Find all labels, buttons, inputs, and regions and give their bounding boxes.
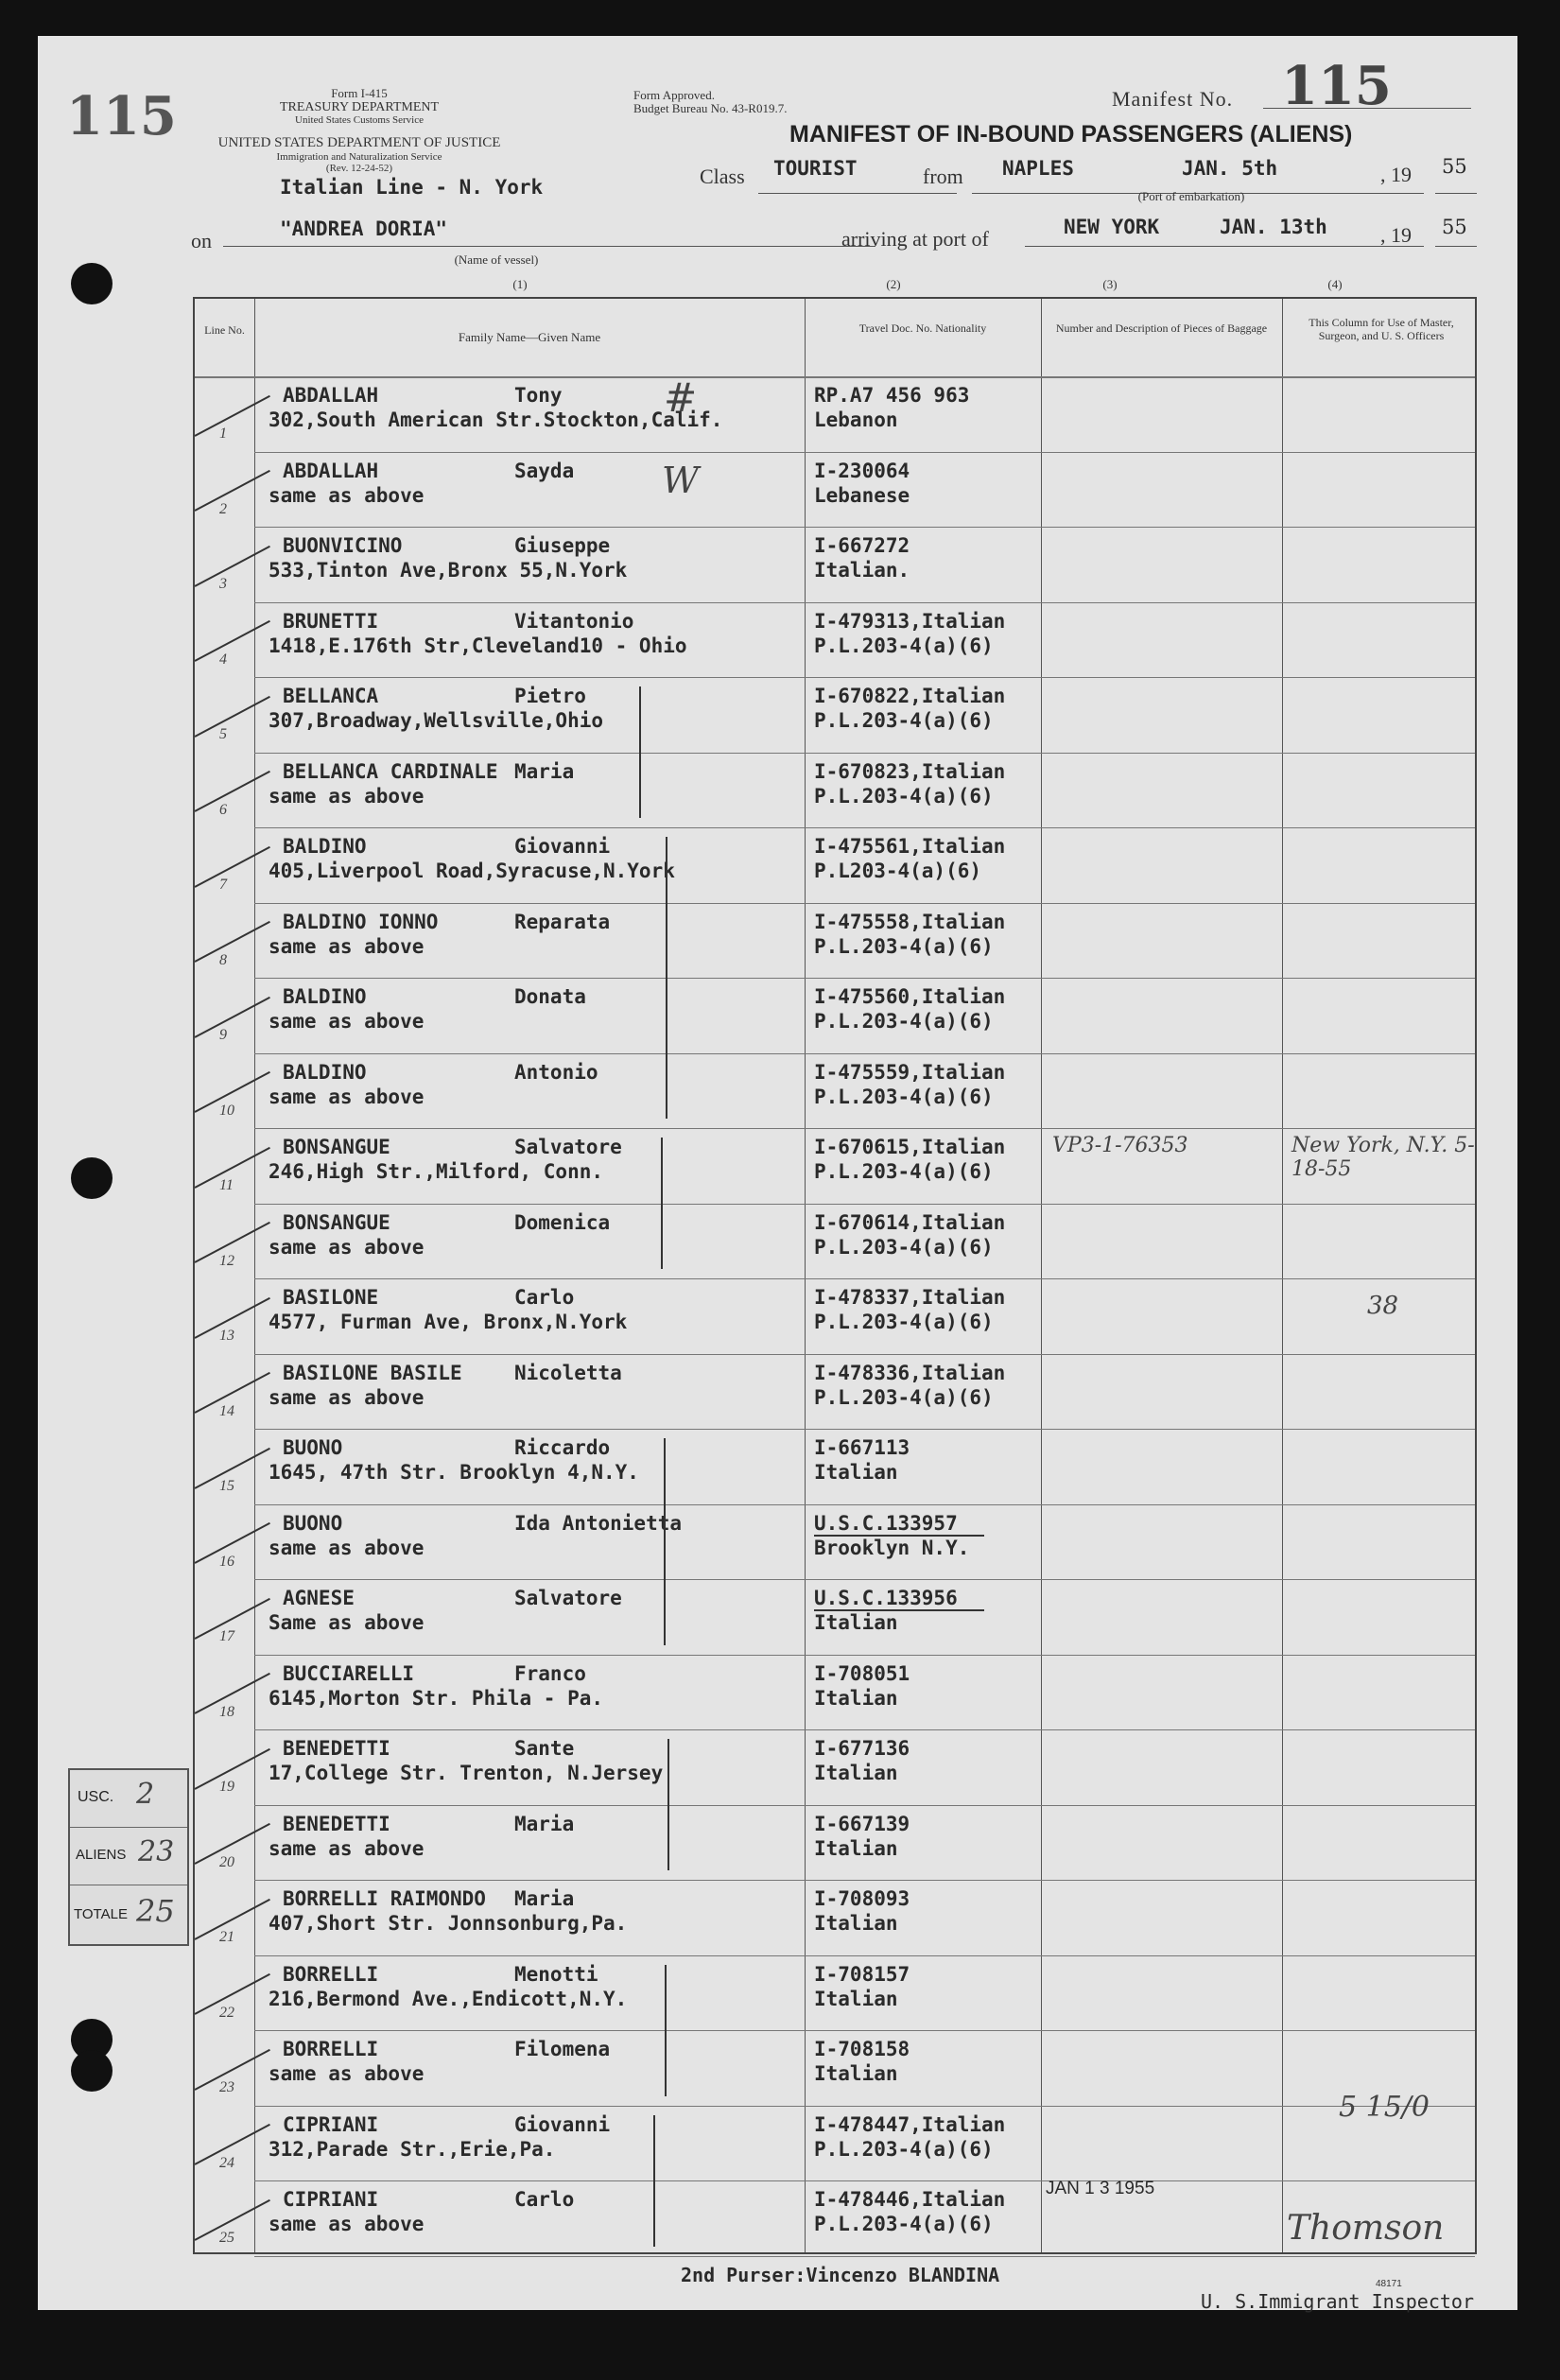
table-row — [195, 2030, 1475, 2106]
family-name: BENEDETTI — [283, 1812, 390, 1835]
given-name: Giovanni — [514, 2112, 611, 2136]
nationality: P.L.203-4(a)(6) — [814, 1385, 994, 1409]
check-mark — [195, 845, 270, 887]
nationality: P.L.203-4(a)(6) — [814, 634, 994, 657]
table-row — [195, 1880, 1475, 1955]
line-number: 7 — [219, 877, 227, 893]
line-number: 4 — [219, 651, 227, 668]
tally-aliens: ALIENS 23 — [70, 1828, 187, 1885]
table-row — [195, 1354, 1475, 1430]
address: same as above — [269, 483, 425, 507]
col-header-baggage: Number and Description of Pieces of Baggage — [1055, 321, 1268, 335]
nationality: P.L.203-4(a)(6) — [814, 1311, 994, 1333]
port-embark-caption: (Port of embarkation) — [1137, 189, 1245, 203]
table-row — [195, 1429, 1475, 1504]
tally-total: TOTALE 25 — [74, 1893, 175, 1929]
nationality: Italian — [814, 1762, 898, 1784]
nationality: Italian. — [814, 559, 910, 582]
line-number: 23 — [219, 2079, 234, 2095]
travel-doc-no: I-475561,Italian — [814, 835, 1006, 858]
family-name: BALDINO — [283, 835, 367, 858]
given-name: Ida Antonietta — [514, 1511, 683, 1535]
address: same as above — [269, 1085, 425, 1108]
address: 6145,Morton Str. Phila - Pa. — [269, 1686, 604, 1710]
table-row — [195, 376, 1475, 452]
table-row — [195, 1955, 1475, 2031]
family-name: BUONO — [283, 1511, 343, 1535]
depart-date: JAN. 5th — [1182, 157, 1278, 180]
nationality: Italian — [814, 1611, 898, 1634]
travel-doc-no: I-479313,Italian — [814, 609, 1006, 633]
line-number: 16 — [219, 1553, 234, 1570]
hand-mark: W — [662, 460, 700, 501]
address: 407,Short Str. Jonnsonburg,Pa. — [269, 1912, 628, 1935]
line-number: 19 — [219, 1779, 234, 1795]
travel-doc-no: I-475559,Italian — [814, 1060, 1006, 1084]
officer-note: 5 15/0 — [1339, 2090, 1430, 2124]
col-num-4: (4) — [1327, 277, 1343, 291]
given-name: Salvatore — [514, 1136, 622, 1158]
address: same as above — [269, 1385, 425, 1409]
ins-service: Immigration and Naturalization Service — [276, 151, 442, 163]
address: same as above — [269, 1010, 425, 1033]
vessel-name: "ANDREA DORIA" — [280, 217, 448, 240]
from-label: from — [923, 165, 963, 188]
travel-doc-no: I-667113 — [814, 1436, 910, 1459]
family-name: BUONO — [283, 1436, 343, 1459]
table-row — [195, 2180, 1475, 2256]
family-name: BALDINO — [283, 1060, 367, 1084]
depart-year: 55 — [1442, 155, 1467, 178]
arrival-year: 55 — [1442, 216, 1467, 238]
given-name: Donata — [514, 985, 586, 1008]
travel-doc-no: I-475558,Italian — [814, 910, 1006, 933]
class-label: Class — [700, 165, 745, 188]
address: 216,Bermond Ave.,Endicott,N.Y. — [269, 1987, 628, 2010]
line-number: 22 — [219, 2004, 234, 2021]
line-number: 8 — [219, 951, 227, 968]
given-name: Reparata — [514, 910, 611, 933]
travel-doc-no: I-670823,Italian — [814, 759, 1006, 783]
nationality: P.L203-4(a)(6) — [814, 860, 982, 882]
line-number: 21 — [219, 1929, 234, 1945]
travel-doc-no: I-670822,Italian — [814, 685, 1006, 707]
table-row — [195, 827, 1475, 903]
group-bracket — [653, 2115, 655, 2247]
address: 17,College Str. Trenton, N.Jersey — [269, 1762, 664, 1784]
table-row — [195, 753, 1475, 828]
travel-doc-no: I-478446,Italian — [814, 2188, 1006, 2211]
given-name: Filomena — [514, 2038, 611, 2060]
customs-service: United States Customs Service — [295, 114, 424, 126]
line-number: 6 — [219, 801, 227, 818]
officer-note: 38 — [1367, 1292, 1399, 1320]
form-approved: Form Approved. — [633, 88, 715, 102]
footer-code: 48171 — [1376, 2279, 1402, 2289]
family-name: BONSANGUE — [283, 1136, 390, 1158]
family-name: ABDALLAH — [283, 459, 379, 482]
treasury-dept: TREASURY DEPARTMENT — [279, 100, 440, 114]
table-row — [195, 1128, 1475, 1204]
table-row — [195, 1579, 1475, 1655]
travel-doc-no: I-677136 — [814, 1737, 910, 1760]
family-name: BASILONE BASILE — [283, 1361, 462, 1384]
given-name: Sante — [514, 1737, 575, 1760]
table-row — [195, 1655, 1475, 1730]
address: same as above — [269, 1235, 425, 1259]
travel-doc-no: I-708051 — [814, 1661, 910, 1685]
revision: (Rev. 12-24-52) — [325, 163, 393, 174]
line-number: 13 — [219, 1328, 234, 1344]
given-name: Menotti — [514, 1962, 598, 1986]
given-name: Maria — [514, 1812, 575, 1835]
table-row — [195, 527, 1475, 602]
family-name: ABDALLAH — [283, 384, 379, 407]
given-name: Franco — [514, 1661, 586, 1685]
check-mark — [195, 394, 270, 436]
family-name: BUCCIARELLI — [283, 1661, 415, 1685]
line-number: 1 — [219, 426, 227, 442]
family-name: BORRELLI RAIMONDO — [283, 1887, 486, 1910]
address: same as above — [269, 1536, 425, 1559]
table-row — [195, 602, 1475, 678]
address: 405,Liverpool Road,Syracuse,N.York — [269, 860, 675, 882]
punch-hole — [71, 2050, 113, 2092]
officer-note: New York, N.Y. 5-18-55 — [1291, 1134, 1475, 1181]
line-number: 24 — [219, 2154, 234, 2171]
page-number: 115 — [66, 85, 177, 148]
form-number: Form I-415 — [331, 86, 388, 100]
given-name: Maria — [514, 1887, 575, 1910]
family-name: BALDINO — [283, 985, 367, 1008]
nationality: Lebanese — [814, 483, 910, 507]
travel-doc-no: I-475560,Italian — [814, 985, 1006, 1008]
address: 4577, Furman Ave, Bronx,N.York — [269, 1311, 628, 1333]
travel-doc-no: I-667139 — [814, 1812, 910, 1835]
nationality: P.L.203-4(a)(6) — [814, 934, 994, 958]
check-mark — [195, 695, 270, 737]
passenger-table — [193, 297, 1477, 2254]
baggage-note: VP3-1-76353 — [1052, 1134, 1188, 1157]
line-number: 3 — [219, 576, 227, 592]
family-name: CIPRIANI — [283, 2112, 379, 2136]
check-mark — [195, 470, 270, 512]
address: same as above — [269, 1836, 425, 1860]
nationality: Brooklyn N.Y. — [814, 1536, 970, 1559]
address: same as above — [269, 934, 425, 958]
address: 1418,E.176th Str,Cleveland10 - Ohio — [269, 634, 687, 657]
group-bracket — [666, 837, 667, 1119]
arrival-port: NEW YORK — [1064, 216, 1160, 238]
tally-box — [68, 1768, 189, 1946]
nationality: P.L.203-4(a)(6) — [814, 709, 994, 732]
col-num-2: (2) — [886, 277, 901, 291]
nationality: Italian — [814, 1461, 898, 1484]
line-number: 14 — [219, 1402, 234, 1419]
address: 302,South American Str.Stockton,Calif. — [269, 408, 723, 431]
line-number: 2 — [219, 500, 227, 517]
table-row — [195, 903, 1475, 979]
family-name: CIPRIANI — [283, 2188, 379, 2211]
family-name: BUONVICINO — [283, 534, 403, 557]
doc-underline — [814, 1535, 984, 1537]
manifest-page — [38, 36, 1517, 2313]
address: 307,Broadway,Wellsville,Ohio — [269, 709, 604, 732]
group-bracket — [664, 1438, 666, 1645]
travel-doc-no: U.S.C.133956 — [814, 1587, 958, 1609]
nationality: Italian — [814, 1686, 898, 1710]
travel-doc-no: I-708157 — [814, 1962, 910, 1986]
punch-hole — [71, 1157, 113, 1199]
group-bracket — [639, 686, 641, 818]
col-header-officers: This Column for Use of Master, Surgeon, and U. S. Officers — [1309, 316, 1454, 342]
manifest-title: MANIFEST OF IN-BOUND PASSENGERS (ALIENS) — [789, 121, 1353, 148]
table-row — [195, 452, 1475, 528]
line-number: 15 — [219, 1478, 234, 1494]
officer-note: Thomson — [1287, 2209, 1445, 2248]
arrival-year-prefix: , 19 — [1380, 223, 1412, 247]
travel-doc-no: I-478336,Italian — [814, 1361, 1006, 1384]
address: 533,Tinton Ave,Bronx 55,N.York — [269, 559, 628, 582]
hand-mark: # — [664, 374, 698, 421]
line-number: 10 — [219, 1102, 234, 1119]
travel-doc-no: I-670615,Italian — [814, 1136, 1006, 1158]
nationality: Italian — [814, 1912, 898, 1935]
inspector: U. S.Immigrant Inspector — [1201, 2290, 1474, 2313]
family-name: BORRELLI — [283, 1962, 379, 1986]
line-number: 18 — [219, 1703, 234, 1720]
given-name: Antonio — [514, 1060, 598, 1084]
given-name: Tony — [514, 384, 563, 407]
table-row — [195, 1204, 1475, 1279]
table-row — [195, 1504, 1475, 1580]
col-header-line-no: Line No. — [204, 323, 245, 337]
address: same as above — [269, 2213, 425, 2235]
row-divider — [254, 2256, 1475, 2257]
line-number: 12 — [219, 1252, 234, 1269]
punch-hole — [71, 263, 113, 304]
family-name: AGNESE — [283, 1587, 355, 1609]
manifest-no: 115 — [1281, 55, 1392, 117]
given-name: Carlo — [514, 1286, 575, 1309]
budget-bureau: Budget Bureau No. 43-R019.7. — [633, 101, 788, 115]
embark-port: NAPLES — [1002, 157, 1074, 180]
nationality: Italian — [814, 1836, 898, 1860]
address: 246,High Str.,Milford, Conn. — [269, 1160, 604, 1183]
given-name: Giuseppe — [514, 534, 611, 557]
nationality: P.L.203-4(a)(6) — [814, 1235, 994, 1259]
given-name: Pietro — [514, 685, 586, 707]
address: Same as above — [269, 1611, 425, 1634]
travel-doc-no: RP.A7 456 963 — [814, 384, 970, 407]
address: same as above — [269, 784, 425, 808]
table-row — [195, 978, 1475, 1053]
nationality: P.L.203-4(a)(6) — [814, 1010, 994, 1033]
check-mark — [195, 996, 270, 1037]
purser: 2nd Purser:Vincenzo BLANDINA — [681, 2264, 1000, 2286]
tally-usc: USC. 2 — [70, 1770, 187, 1828]
col-header-travel-doc: Travel Doc. No. Nationality — [858, 321, 987, 335]
group-bracket — [665, 1965, 667, 2096]
nationality: Italian — [814, 2062, 898, 2085]
given-name: Maria — [514, 759, 575, 783]
shipping-line: Italian Line - N. York — [280, 176, 544, 199]
table-row — [195, 677, 1475, 753]
travel-doc-no: I-478337,Italian — [814, 1286, 1006, 1309]
family-name: BORRELLI — [283, 2038, 379, 2060]
nationality: P.L.203-4(a)(6) — [814, 784, 994, 808]
group-bracket — [667, 1739, 669, 1870]
given-name: Carlo — [514, 2188, 575, 2211]
doc-underline — [814, 1609, 984, 1611]
check-mark — [195, 921, 270, 963]
address: same as above — [269, 2062, 425, 2085]
travel-doc-no: U.S.C.133957 — [814, 1511, 958, 1535]
family-name: BASILONE — [283, 1286, 379, 1309]
line-number: 5 — [219, 726, 227, 742]
nationality: P.L.203-4(a)(6) — [814, 1085, 994, 1108]
justice-dept: UNITED STATES DEPARTMENT OF JUSTICE — [217, 135, 501, 150]
arrival-date: JAN. 13th — [1220, 216, 1327, 238]
check-mark — [195, 620, 270, 662]
line-number: 25 — [219, 2230, 234, 2246]
table-row — [195, 1805, 1475, 1881]
check-mark — [195, 545, 270, 586]
group-bracket — [661, 1138, 663, 1269]
table-row — [195, 1729, 1475, 1805]
family-name: BELLANCA — [283, 685, 379, 707]
nationality: P.L.203-4(a)(6) — [814, 2137, 994, 2161]
date-stamp: JAN 1 3 1955 — [1046, 2179, 1155, 2198]
nationality: Lebanon — [814, 408, 898, 431]
vessel-caption: (Name of vessel) — [454, 252, 539, 267]
col-header-name: Family Name—Given Name — [458, 330, 601, 344]
table-row — [195, 1053, 1475, 1129]
given-name: Domenica — [514, 1210, 611, 1234]
given-name: Salvatore — [514, 1587, 622, 1609]
given-name: Giovanni — [514, 835, 611, 858]
travel-doc-no: I-708158 — [814, 2038, 910, 2060]
line-number: 17 — [219, 1628, 234, 1644]
address: 1645, 47th Str. Brooklyn 4,N.Y. — [269, 1461, 639, 1484]
line-number: 20 — [219, 1853, 234, 1870]
nationality: P.L.203-4(a)(6) — [814, 1160, 994, 1183]
family-name: BELLANCA CARDINALE — [283, 759, 498, 783]
travel-doc-no: I-708093 — [814, 1887, 910, 1910]
address: 312,Parade Str.,Erie,Pa. — [269, 2137, 556, 2161]
col-num-1: (1) — [512, 277, 528, 291]
col-num-3: (3) — [1102, 277, 1118, 291]
given-name: Nicoletta — [514, 1361, 622, 1384]
arriving-label: arriving at port of — [841, 227, 989, 251]
family-name: BRUNETTI — [283, 609, 379, 633]
nationality: P.L.203-4(a)(6) — [814, 2213, 994, 2235]
on-label: on — [191, 229, 212, 252]
given-name: Sayda — [514, 459, 575, 482]
given-name: Riccardo — [514, 1436, 611, 1459]
travel-doc-no: I-230064 — [814, 459, 910, 482]
family-name: BONSANGUE — [283, 1210, 390, 1234]
line-number: 9 — [219, 1027, 227, 1043]
line-number: 11 — [219, 1177, 234, 1193]
table-row — [195, 1278, 1475, 1354]
given-name: Vitantonio — [514, 609, 634, 633]
table-row — [195, 2090, 1475, 2181]
travel-doc-no: I-667272 — [814, 534, 910, 557]
check-mark — [195, 771, 270, 812]
travel-doc-no: I-478447,Italian — [814, 2112, 1006, 2136]
manifest-no-label: Manifest No. — [1112, 87, 1234, 111]
family-name: BALDINO IONNO — [283, 910, 439, 933]
class-value: TOURIST — [773, 157, 858, 180]
family-name: BENEDETTI — [283, 1737, 390, 1760]
depart-year-prefix: , 19 — [1380, 163, 1412, 186]
nationality: Italian — [814, 1987, 898, 2010]
travel-doc-no: I-670614,Italian — [814, 1210, 1006, 1234]
